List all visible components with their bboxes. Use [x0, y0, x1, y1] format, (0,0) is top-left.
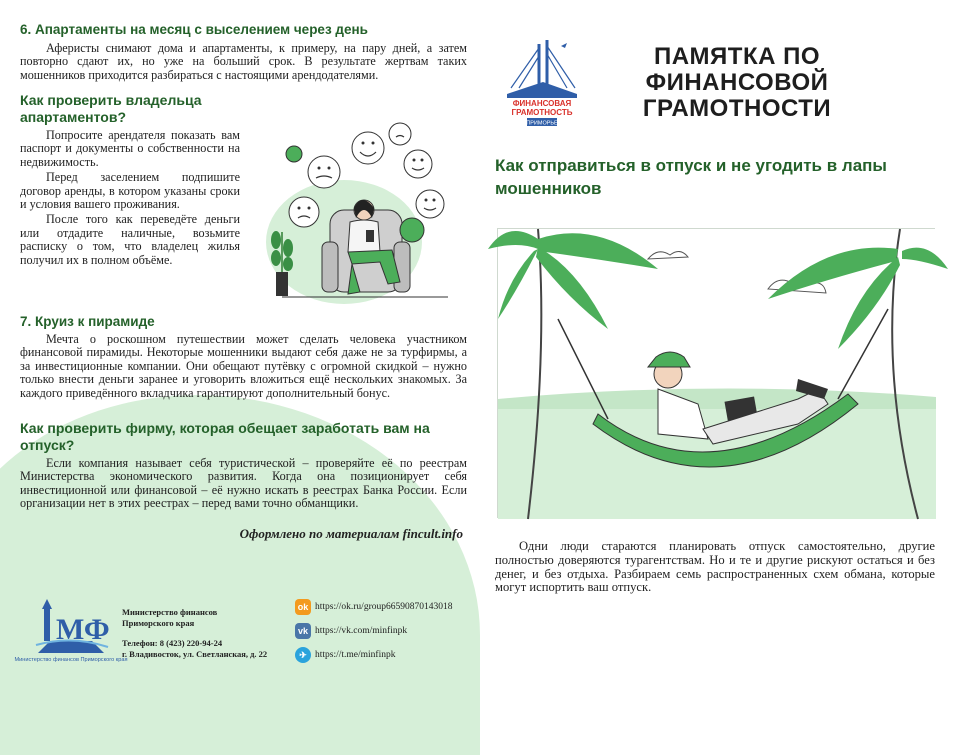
financial-literacy-logo [503, 38, 581, 130]
address: г. Владивосток, ул. Светланская, д. 22 [122, 649, 268, 659]
logo-text: ПРИМОРЬЕ [526, 120, 558, 127]
title-line: ПАМЯТКА ПО [653, 43, 821, 70]
logo-caption: Министерство финансов Приморского края [14, 657, 128, 663]
phone: Телефон: 8 (423) 220-94-24 [122, 638, 223, 648]
link-url[interactable]: https://t.me/minfinpk [315, 650, 396, 660]
section-check-owner [20, 92, 240, 267]
ministry-contacts [122, 607, 292, 660]
source-note: Оформлено по материалам fincult.info [239, 526, 463, 541]
intro-text: Одни люди стараются планировать отпуск самостоятельно, другие полностью доверяются турагентствам. Но и те и другие рискуют остаться и без денег, и без отдыха. Разбираем семь распространенных схем обмана, которые могут испортить ваш отпуск. [495, 539, 935, 595]
section-heading: Как проверить владельца апартаментов? [20, 92, 202, 125]
logo-text: ФИНАНСОВАЯ [512, 99, 572, 108]
page-title [617, 44, 857, 122]
title-line: ФИНАНСОВОЙ [645, 69, 829, 96]
footer [14, 595, 470, 675]
social-link-ok[interactable] [295, 595, 453, 619]
link-url[interactable]: https://vk.com/minfinpk [315, 626, 408, 636]
telegram-icon: ✈ [295, 647, 311, 663]
social-link-vk[interactable] [295, 619, 453, 643]
section-check-firm [20, 420, 467, 511]
ministry-region: Приморского края [122, 618, 195, 628]
emoji-woman-illustration [252, 122, 452, 312]
page-subtitle: Как отправиться в отпуск и не угодить в лапы мошенников [495, 156, 887, 198]
ministry-name: Министерство финансов [122, 607, 218, 617]
section-heading: 7. Круиз к пирамиде [20, 314, 155, 329]
right-column [495, 0, 940, 684]
social-links [295, 595, 453, 667]
section-text: Мечта о роскошном путешествии может сделать человека участником финансовой пирамиды. Некоторые мошенники выдают себя даже не за турфирмы, а за инвестиционные компании. Они обещают путёвку с огромной скидкой – нужно только внести деньги заранее и уговорить вложиться ещё нескольких знакомых. За каждого приведённого вкладчика гарантируют дополнительный бонус. [20, 332, 467, 400]
social-link-telegram[interactable] [295, 643, 453, 667]
ministry-logo [14, 595, 128, 667]
section-heading: 6. Апартаменты на месяц с выселением через день [20, 22, 368, 37]
svg-text:МФ: МФ [56, 613, 110, 646]
title-line: ГРАМОТНОСТИ [642, 95, 832, 122]
section-heading: Как проверить фирму, которая обещает заработать вам на отпуск? [20, 420, 430, 453]
section-text: Аферисты снимают дома и апартаменты, к примеру, на пару дней, а затем повторно сдают их, но уже на больший срок. В результате жертвам таких мошенников приходится разбираться с настоящими арендодателями. [20, 41, 467, 82]
section-text: Если компания называет себя туристической – проверяйте её по реестрам Министерства экономического развития. Когда она позиционирует себя инвестиционной или финансовой – её нужно искать в реестрах Банка России. Если организации нет в этих реестрах – перед вами точно обманщики. [20, 456, 467, 511]
hammock-illustration [497, 228, 935, 518]
paragraph: Перед заселением подпишите договор аренды, в котором указаны сроки и условия вашего проживания. [20, 170, 240, 212]
logo-text: ГРАМОТНОСТЬ [511, 108, 573, 117]
section-apartments [20, 22, 467, 82]
ok-icon: ok [295, 599, 311, 615]
vk-icon: vk [295, 623, 311, 639]
section-cruise [20, 314, 467, 400]
paragraph: Попросите арендателя показать вам паспорт и документы о собственности на недвижимость. [20, 128, 240, 169]
paragraph: После того как переведёте деньги или отдадите наличные, возьмите расписку о том, что владелец жилья получил их в полном объёме. [20, 212, 240, 267]
link-url[interactable]: https://ok.ru/group66590870143018 [315, 602, 453, 612]
